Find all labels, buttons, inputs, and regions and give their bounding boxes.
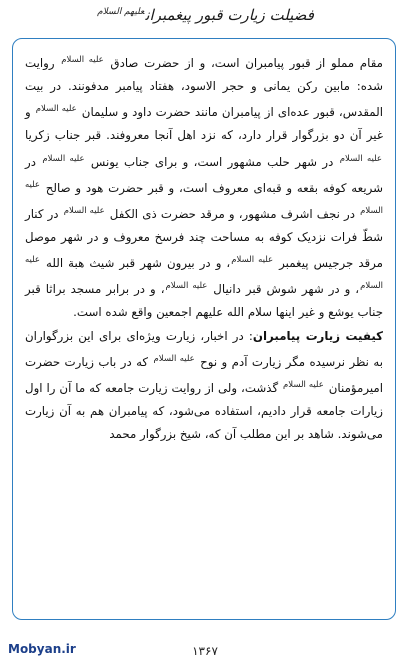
page-header [0,0,410,30]
text-span: روایت شده: مابین رکن یمانی و حجر الاسود، هفتاد پیامبر مدفونند. در بیت المقدس، قبور عده‌ای از پیامبران مانند حضرت داود و سلیمان [25,55,383,120]
honorific-mark: علیه السلام [61,55,104,65]
honorific-mark: علیه السلام [42,153,85,164]
honorific-mark: علیه السلام [165,281,208,292]
text-span: که در باب زیارت حضرت امیرمؤمنان [25,354,383,395]
honorific-mark: علیه السلام [231,255,274,266]
honorific-mark: علیه السلام [339,153,382,164]
site-watermark: Mobyan.ir [8,642,76,656]
text-span: و غیر آن دو بزرگوار قرار دارد، که نزد اهل آنجا معروفند. قبر جناب زکریا [25,105,383,143]
text-span: در شهر حلب مشهور است، و برای جناب یونس [85,154,339,169]
page-number: ۱۳۶۷ [192,644,218,658]
text-frame [12,38,396,620]
honorific-mark: علیه السلام [63,205,105,216]
text-span: در شریعه کوفه بقعه و قبه‌ای معروف است، و قبر حضرت هود و صالح [25,154,383,195]
paragraph-1 [25,49,383,325]
honorific-mark: علیه السلام [25,179,383,216]
text-span: در کنار شطّ فرات نزدیک کوفه به مساحت چند فرسخ معروف و در شهر موصل مرقد جرجیس پیغمبر [25,206,383,271]
section-title [96,6,314,24]
text-span: ، و در برابر مسجد براثا قبر جناب یوشع و غیر اینها سلام الله علیهم اجمعین واقع شده است. [25,282,383,320]
body-text [13,39,395,447]
text-span: مقام مملو از قبور پیامبران است، و از حضرت صادق [104,55,383,70]
paragraph-2 [25,325,383,447]
honorific-mark: علیه السلام [153,353,195,364]
text-span: گذشت، ولی از روایت زیارت جامعه که ما آن را اول زیارات جامعه قرار دادیم، استفاده می‌شود، که پیامبران هم به آن زیارت می‌شوند. شاهد بر این مطلب آن که، شیخ بزرگوار محمد [25,380,383,442]
text-span: ، و در بیرون شهر قبر شیث هبة الله [41,256,231,271]
text-span: در نجف اشرف مشهور، و مرقد حضرت ذی الکفل [105,206,360,221]
paragraph-heading: کیفیت زیارت پیامبران [252,328,384,343]
honorific-mark: علیه السلام [35,104,77,115]
section-title-text: فضیلت زیارت قبور پیغمبران [145,6,314,24]
honorific-mark: علیهم السلام [97,7,145,17]
text-span: : در اخبار، زیارت ویژه‌ای برای این بزرگواران به نظر نرسیده مگر زیارت آدم و نوح [25,328,383,369]
text-span: ، و در شهر شوش قبر دانیال [208,282,360,297]
honorific-mark: علیه السلام [25,255,383,292]
honorific-mark: علیه السلام [283,380,324,391]
